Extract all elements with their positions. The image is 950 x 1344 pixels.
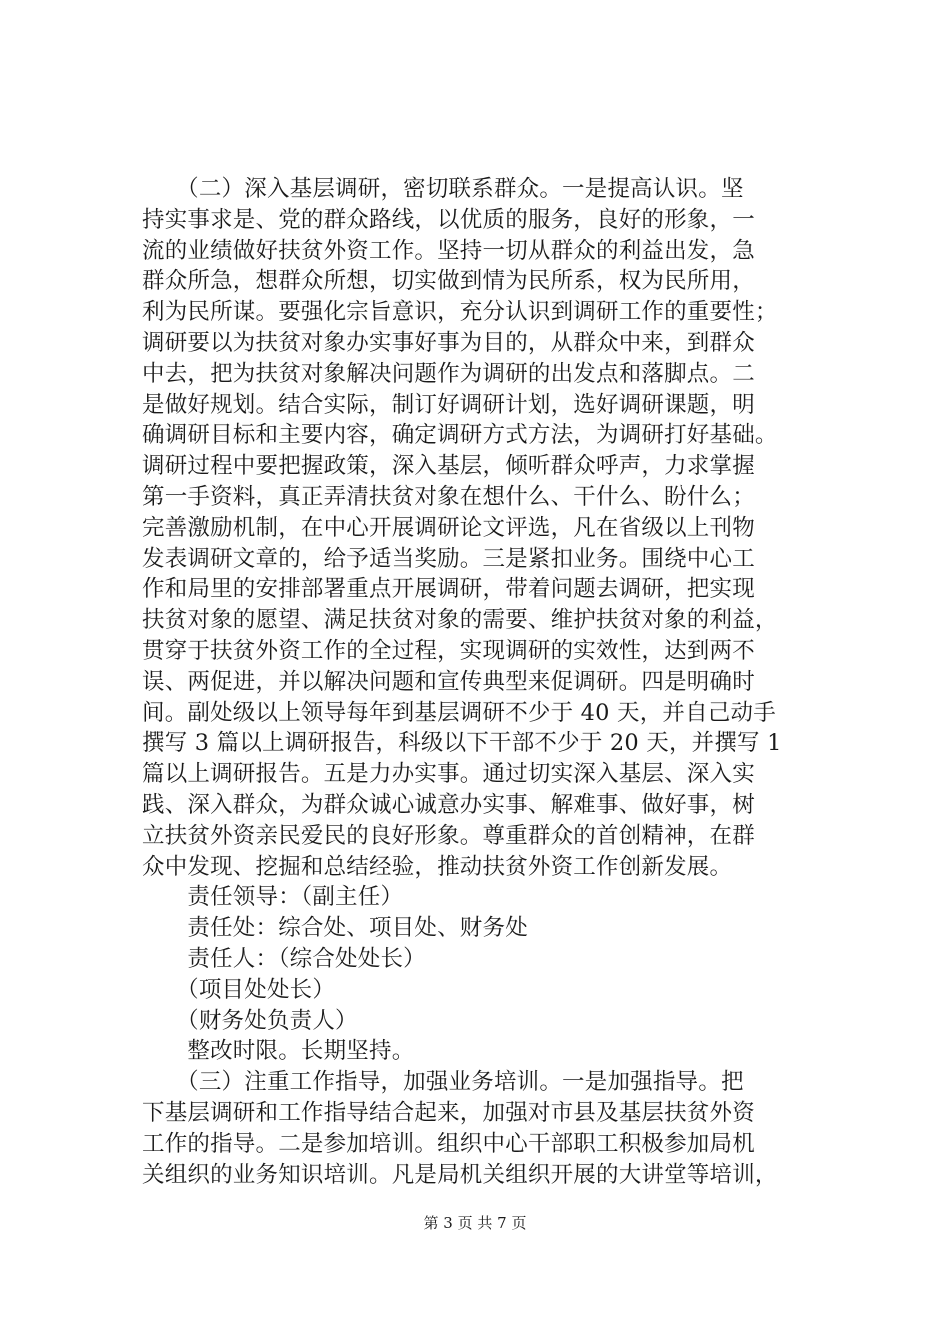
text-line: 误、两促进，并以解决问题和宣传典型来促调研。四是明确时	[142, 668, 755, 695]
text-line: 作和局里的安排部署重点开展调研，带着问题去调研，把实现	[142, 576, 755, 603]
text-line: 下基层调研和工作指导结合起来，加强对市县及基层扶贫外资	[142, 1099, 755, 1126]
text-line: 篇以上调研报告。五是力办实事。通过切实深入基层、深入实	[142, 761, 755, 788]
text-line: 发表调研文章的，给予适当奖励。三是紧扣业务。围绕中心工	[142, 545, 755, 572]
responsible-leader-line: 责任领导：（副主任）	[142, 884, 404, 911]
document-body	[142, 174, 842, 1190]
text-line: 流的业绩做好扶贫外资工作。坚持一切从群众的利益出发，急	[142, 237, 755, 264]
text-line: 撰写 3 篇以上调研报告，科级以下干部不少于 20 天，并撰写 1	[142, 730, 782, 757]
text-line: 第一手资料，真正弄清扶贫对象在想什么、干什么、盼什么；	[142, 483, 755, 510]
text-line: 调研过程中要把握政策，深入基层，倾听群众呼声，力求掌握	[142, 453, 755, 480]
responsible-office-line: 责任处：综合处、项目处、财务处	[142, 915, 528, 942]
text-line: 持实事求是、党的群众路线，以优质的服务，良好的形象，一	[142, 206, 755, 233]
text-line: （三）注重工作指导，加强业务培训。一是加强指导。把	[142, 1069, 744, 1096]
responsible-person-line: 责任人：（综合处处长）	[142, 945, 426, 972]
text-line: 立扶贫外资亲民爱民的良好形象。尊重群众的首创精神，在群	[142, 822, 755, 849]
text-line: 完善激励机制，在中心开展调研论文评选，凡在省级以上刊物	[142, 514, 755, 541]
text-line: 利为民所谋。要强化宗旨意识，充分认识到调研工作的重要性；	[142, 299, 778, 326]
text-line: 确调研目标和主要内容，确定调研方式方法，为调研打好基础。	[142, 422, 778, 449]
text-line: 是做好规划。结合实际，制订好调研计划，选好调研课题，明	[142, 391, 755, 418]
text-line: 关组织的业务知识培训。凡是局机关组织开展的大讲堂等培训，	[142, 1161, 778, 1188]
text-line: 贯穿于扶贫外资工作的全过程，实现调研的实效性，达到两不	[142, 637, 755, 664]
text-line: 众中发现、挖掘和总结经验，推动扶贫外资工作创新发展。	[142, 853, 733, 880]
text-line: 调研要以为扶贫对象办实事好事为目的，从群众中来，到群众	[142, 329, 755, 356]
text-line: 间。副处级以上领导每年到基层调研不少于 40 天，并自己动手	[142, 699, 776, 726]
page-number-footer: 第 3 页 共 7 页	[423, 1214, 527, 1232]
text-line: 践、深入群众，为群众诚心诚意办实事、解难事、做好事，树	[142, 791, 755, 818]
responsible-person-line: （财务处负责人）	[142, 1007, 358, 1034]
responsible-person-line: （项目处处长）	[142, 976, 336, 1003]
text-line: 中去，把为扶贫对象解决问题作为调研的出发点和落脚点。二	[142, 360, 755, 387]
text-line: 工作的指导。二是参加培训。组织中心干部职工积极参加局机	[142, 1130, 755, 1157]
text-line: 群众所急，想群众所想，切实做到情为民所系，权为民所用，	[142, 268, 755, 295]
deadline-line: 整改时限。长期坚持。	[142, 1038, 415, 1065]
text-line: 扶贫对象的愿望、满足扶贫对象的需要、维护扶贫对象的利益，	[142, 607, 778, 634]
text-line: （二）深入基层调研，密切联系群众。一是提高认识。坚	[142, 176, 744, 202]
